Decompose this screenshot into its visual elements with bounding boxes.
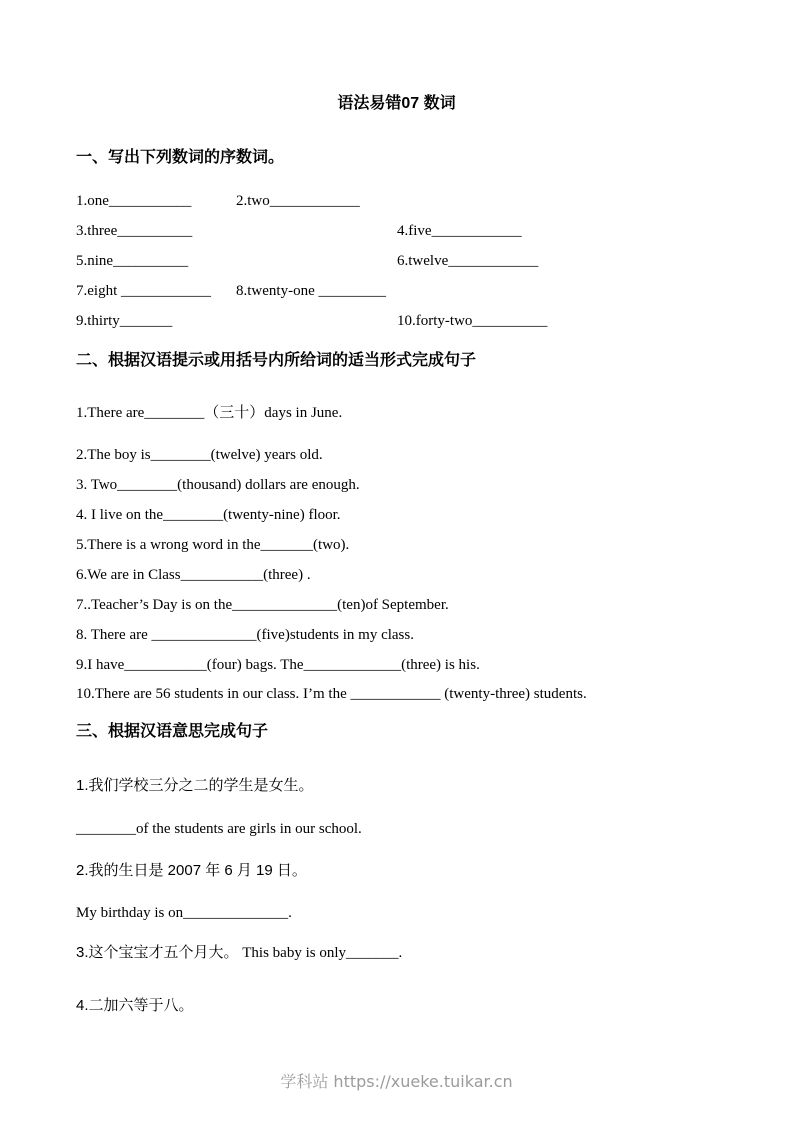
- ordinal-item: 2.two____________: [236, 193, 360, 209]
- ordinal-item: 5.nine__________: [76, 253, 189, 269]
- ordinal-item: 4.five____________: [397, 223, 522, 239]
- fill-blank-item-6: 6.We are in Class___________(three) .: [76, 567, 311, 583]
- english-answer-line-2: My birthday is on______________.: [76, 905, 292, 921]
- section3-heading: 三、根据汉语意思完成句子: [76, 723, 269, 740]
- ordinal-item: 6.twelve____________: [397, 253, 539, 269]
- ordinal-item: 10.forty-two__________: [397, 313, 548, 329]
- ordinal-item: 9.thirty_______: [76, 313, 173, 329]
- chinese-prompt-2: 2.我的生日是 2007 年 6 月 19 日。: [76, 862, 307, 879]
- fill-blank-item-5: 5.There is a wrong word in the_______(two).: [76, 537, 350, 553]
- ordinal-item: 3.three__________: [76, 223, 193, 239]
- fill-blank-item-7: 7..Teacher’s Day is on the______________(ten)of September.: [76, 597, 449, 613]
- ordinal-item: 1.one___________: [76, 193, 192, 209]
- ordinal-item: 7.eight ____________: [76, 283, 211, 299]
- chinese-prompt-3: 3.这个宝宝才五个月大。: [76, 944, 239, 961]
- fill-blank-item-2: 2.The boy is________(twelve) years old.: [76, 447, 323, 463]
- footer-watermark: 学科站 https://xueke.tuikar.cn: [280, 1072, 513, 1091]
- section2-heading: 二、根据汉语提示或用括号内所给词的适当形式完成句子: [76, 352, 477, 369]
- chinese-prompt-1: 1.我们学校三分之二的学生是女生。: [76, 777, 314, 794]
- ordinal-row: [0, 193, 793, 213]
- page-title: 语法易错07 数词: [337, 95, 456, 112]
- english-answer-line-3: This baby is only_______.: [238, 945, 403, 961]
- chinese-prompt-4: 4.二加六等于八。: [76, 997, 194, 1014]
- mixed-item-3: [76, 943, 402, 963]
- ordinal-row: [0, 223, 793, 243]
- ordinal-row: [0, 313, 793, 333]
- fill-blank-item-1: 1.There are________（三十）days in June.: [76, 405, 343, 421]
- fill-blank-item-3: 3. Two________(thousand) dollars are enough.: [76, 477, 360, 493]
- fill-blank-item-10: 10.There are 56 students in our class. I’m the ____________ (twenty-three) students.: [76, 686, 587, 702]
- ordinal-row: [0, 253, 793, 273]
- ordinal-row: [0, 283, 793, 303]
- ordinal-item: 8.twenty-one _________: [236, 283, 386, 299]
- fill-blank-item-8: 8. There are ______________(five)students in my class.: [76, 627, 414, 643]
- fill-blank-item-9: 9.I have___________(four) bags. The_____________(three) is his.: [76, 657, 480, 673]
- fill-blank-item-4: 4. I live on the________(twenty-nine) floor.: [76, 507, 341, 523]
- english-answer-line-1: ________of the students are girls in our school.: [76, 821, 362, 837]
- section1-heading: 一、写出下列数词的序数词。: [76, 149, 285, 166]
